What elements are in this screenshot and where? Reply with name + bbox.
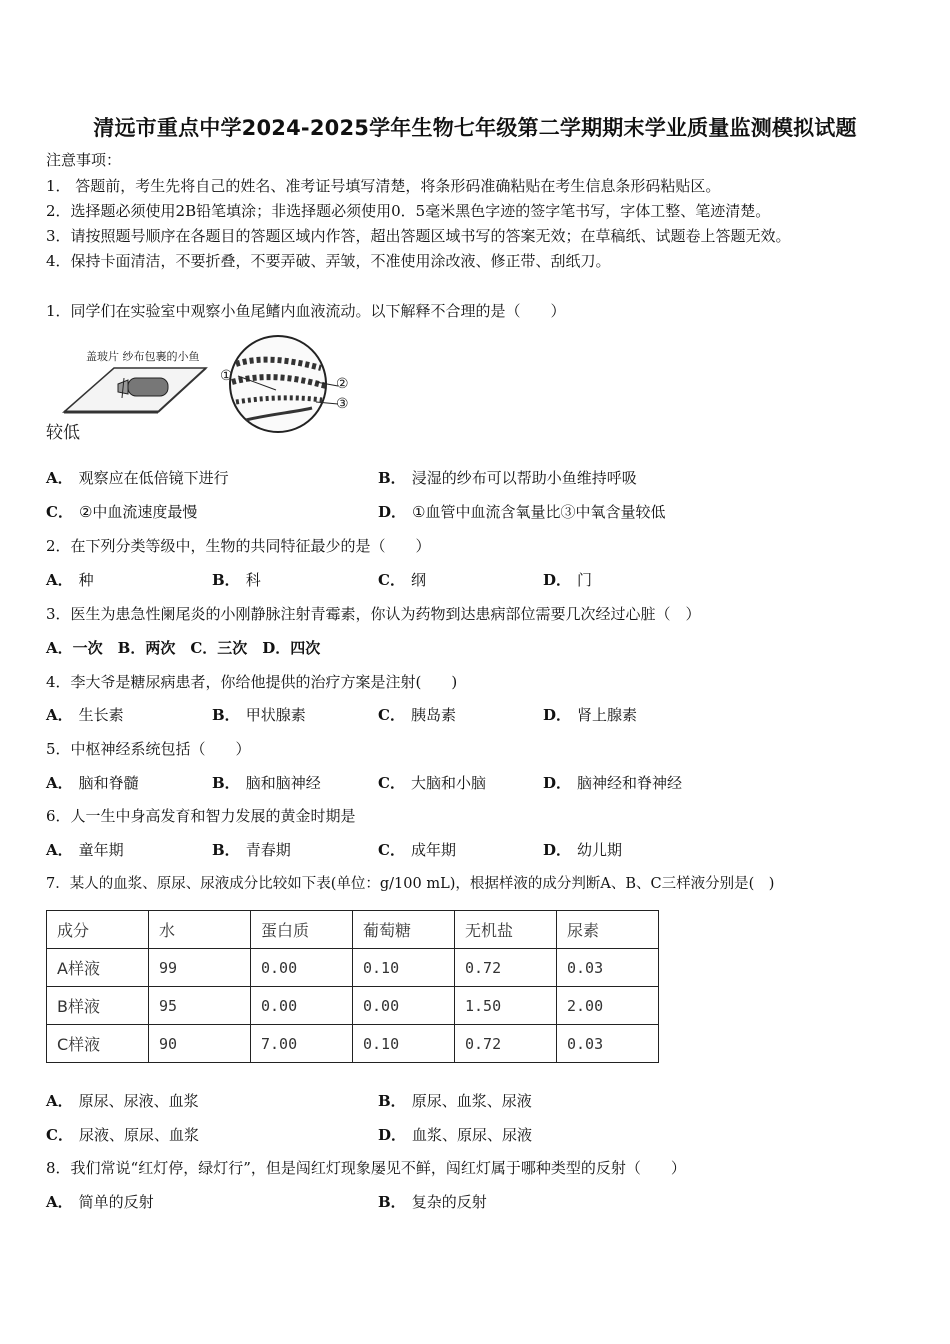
notice-item: 4．保持卡面清洁，不要折叠，不要弄破、弄皱，不准使用涂改液、修正带、刮纸刀。 (46, 252, 611, 270)
option-a: A． 生长素 (46, 706, 124, 724)
question-6-stem: 6．人一生中身高发育和智力发展的黄金时期是 (46, 807, 356, 825)
table-cell: B样液 (47, 987, 149, 1025)
option-d: D． 幼儿期 (543, 841, 623, 859)
option-a: A． 原尿、尿液、血浆 (46, 1092, 199, 1110)
option-a: A． 童年期 (46, 841, 124, 859)
table-cell: 0.03 (557, 949, 659, 987)
table-cell: 0.72 (455, 949, 557, 987)
option-c: C． 大脑和小脑 (378, 774, 486, 792)
question-5-stem: 5．中枢神经系统包括（ ） (46, 740, 251, 758)
figure-label: 盖玻片 纱布包裹的小鱼 (86, 350, 200, 363)
table-header-row (47, 911, 659, 949)
option-d: D． 门 (543, 571, 593, 589)
composition-table (46, 910, 659, 1063)
table-header-cell: 无机盐 (455, 911, 557, 949)
page-title: 清远市重点中学2024-2025学年生物七年级第二学期期末学业质量监测模拟试题 (93, 116, 857, 140)
table-cell: A样液 (47, 949, 149, 987)
table-header-cell: 尿素 (557, 911, 659, 949)
option-c: C． ②中血流速度最慢 (46, 503, 198, 521)
option-d: D． ①血管中血流含氧量比③中氧含量较低 (378, 503, 666, 521)
question-4-stem: 4．李大爷是糖尿病患者，你给他提供的治疗方案是注射( ) (46, 673, 458, 691)
option-a: A． 脑和脊髓 (46, 774, 139, 792)
question-3-stem: 3．医生为患急性阑尾炎的小刚静脉注射青霉素，你认为药物到达患病部位需要几次经过心脏（ ） (46, 605, 701, 623)
figure-label: 较低 (46, 423, 80, 443)
table-cell: 90 (149, 1025, 251, 1063)
table-cell: 99 (149, 949, 251, 987)
table-header-cell: 成分 (47, 911, 149, 949)
table-row (47, 1025, 659, 1063)
notice-item: 3．请按照题号顺序在各题目的答题区域内作答，超出答题区域书写的答案无效；在草稿纸、试题卷上答题无效。 (46, 227, 791, 245)
table-cell: 0.00 (251, 949, 353, 987)
option-d: D． 血浆、原尿、尿液 (378, 1126, 533, 1144)
question-8-stem: 8．我们常说“红灯停，绿灯行”，但是闯红灯现象屡见不鲜，闯红灯属于哪种类型的反射（ ） (46, 1159, 686, 1177)
option-c: C． 胰岛素 (378, 706, 456, 724)
figure-mark-1: ① (220, 368, 233, 384)
table-cell: 7.00 (251, 1025, 353, 1063)
table-cell: 0.00 (353, 987, 455, 1025)
option-b: B． 脑和脑神经 (212, 774, 321, 792)
option-d: D． 脑神经和脊神经 (543, 774, 683, 792)
table-cell: 2.00 (557, 987, 659, 1025)
table-cell: 1.50 (455, 987, 557, 1025)
table-header-cell: 蛋白质 (251, 911, 353, 949)
table-cell: 95 (149, 987, 251, 1025)
notice-heading: 注意事项： (46, 151, 122, 169)
notice-item: 1． 答题前，考生先将自己的姓名、准考证号填写清楚，将条形码准确粘贴在考生信息条形码粘贴区。 (46, 177, 721, 195)
option-c: C． 纲 (378, 571, 426, 589)
question-7-stem: 7．某人的血浆、原尿、尿液成分比较如下表(单位：g/100 mL)，根据样液的成分判断A、B、C三样液分别是( ) (46, 876, 775, 892)
option-a: A． 简单的反射 (46, 1193, 154, 1211)
table-cell: C样液 (47, 1025, 149, 1063)
notice-item: 2．选择题必须使用2B铅笔填涂；非选择题必须使用0．5毫米黑色字迹的签字笔书写，字体工整、笔迹清楚。 (46, 202, 771, 220)
option-b: B． 浸湿的纱布可以帮助小鱼维持呼吸 (378, 469, 637, 487)
option-a: A． 观察应在低倍镜下进行 (46, 469, 229, 487)
option-b: B． 原尿、血浆、尿液 (378, 1092, 532, 1110)
question-2-stem: 2．在下列分类等级中，生物的共同特征最少的是（ ） (46, 537, 431, 555)
table-header-cell: 葡萄糖 (353, 911, 455, 949)
option-d: D． 肾上腺素 (543, 706, 638, 724)
table-cell: 0.03 (557, 1025, 659, 1063)
table-row (47, 987, 659, 1025)
table-cell: 0.72 (455, 1025, 557, 1063)
table-cell: 0.00 (251, 987, 353, 1025)
table-cell: 0.10 (353, 1025, 455, 1063)
fish-tail-figure (46, 334, 376, 442)
table-header-cell: 水 (149, 911, 251, 949)
question-3-options: A．一次 B．两次 C．三次 D．四次 (46, 639, 321, 657)
figure-mark-3: ③ (336, 396, 349, 412)
option-b: B． 复杂的反射 (378, 1193, 487, 1211)
option-c: C． 成年期 (378, 841, 456, 859)
option-c: C． 尿液、原尿、血浆 (46, 1126, 199, 1144)
option-b: B． 青春期 (212, 841, 291, 859)
option-b: B． 甲状腺素 (212, 706, 306, 724)
option-a: A． 种 (46, 571, 94, 589)
figure-mark-2: ② (336, 376, 349, 392)
table-row (47, 949, 659, 987)
table-cell: 0.10 (353, 949, 455, 987)
option-b: B． 科 (212, 571, 261, 589)
question-1-stem: 1．同学们在实验室中观察小鱼尾鳍内血液流动。以下解释不合理的是（ ） (46, 302, 566, 320)
